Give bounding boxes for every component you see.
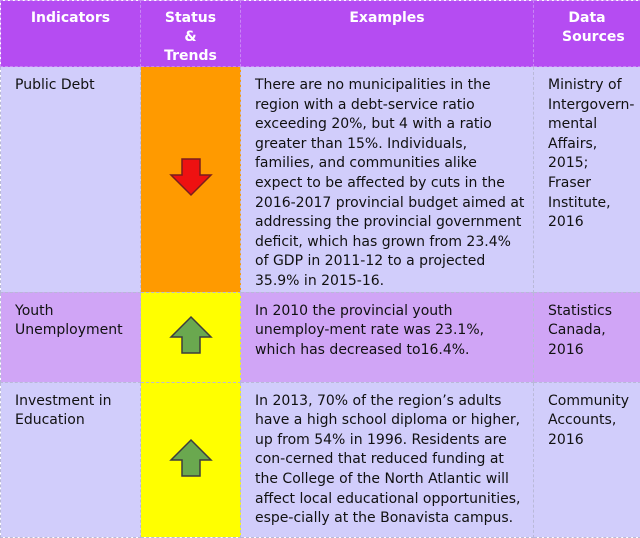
table-row-youth-unemployment [1, 292, 640, 382]
indicator-cell: Public Debt [1, 67, 141, 293]
arrow-up-icon [169, 438, 213, 478]
arrow-down-icon [169, 157, 213, 197]
indicator-cell: Investment in Education [1, 382, 141, 537]
arrow-up-icon [169, 315, 213, 355]
status-cell [141, 67, 241, 293]
example-cell: In 2013, 70% of the region’s adults have a high school diploma or higher, up from 54% in 1996. Residents are con-cerned that reduced funding at the College of the North Atlantic will affect local educational opportunities, espe-cially at the Bonavista campus. [241, 382, 534, 537]
table-row-investment-education [1, 382, 640, 537]
status-cell [141, 292, 241, 382]
indicator-cell: Youth Unemployment [1, 292, 141, 382]
source-cell: Ministry of Intergovern-mental Affairs, 2015; Fraser Institute, 2016 [534, 67, 640, 293]
header-row [1, 1, 640, 67]
example-cell: In 2010 the provincial youth unemploy-ment rate was 23.1%, which has decreased to16.4%. [241, 292, 534, 382]
header-indicators: Indicators [1, 1, 141, 67]
header-examples: Examples [241, 1, 534, 67]
header-status: Status & Trends [141, 1, 241, 67]
table-row-public-debt [1, 67, 640, 293]
source-cell: Statistics Canada, 2016 [534, 292, 640, 382]
example-cell: There are no municipalities in the region with a debt-service ratio exceeding 20%, but 4 with a ratio greater than 15%. Individuals, families, and communities alike expect to be affected by cuts in the 2016-2017 provincial budget aimed at addressing the provincial government deficit, which has grown from 23.4% of GDP in 2011-12 to a projected 35.9% in 2015-16. [241, 67, 534, 293]
status-cell [141, 382, 241, 537]
source-cell: Community Accounts, 2016 [534, 382, 640, 537]
header-sources: Data Sources [534, 1, 640, 67]
